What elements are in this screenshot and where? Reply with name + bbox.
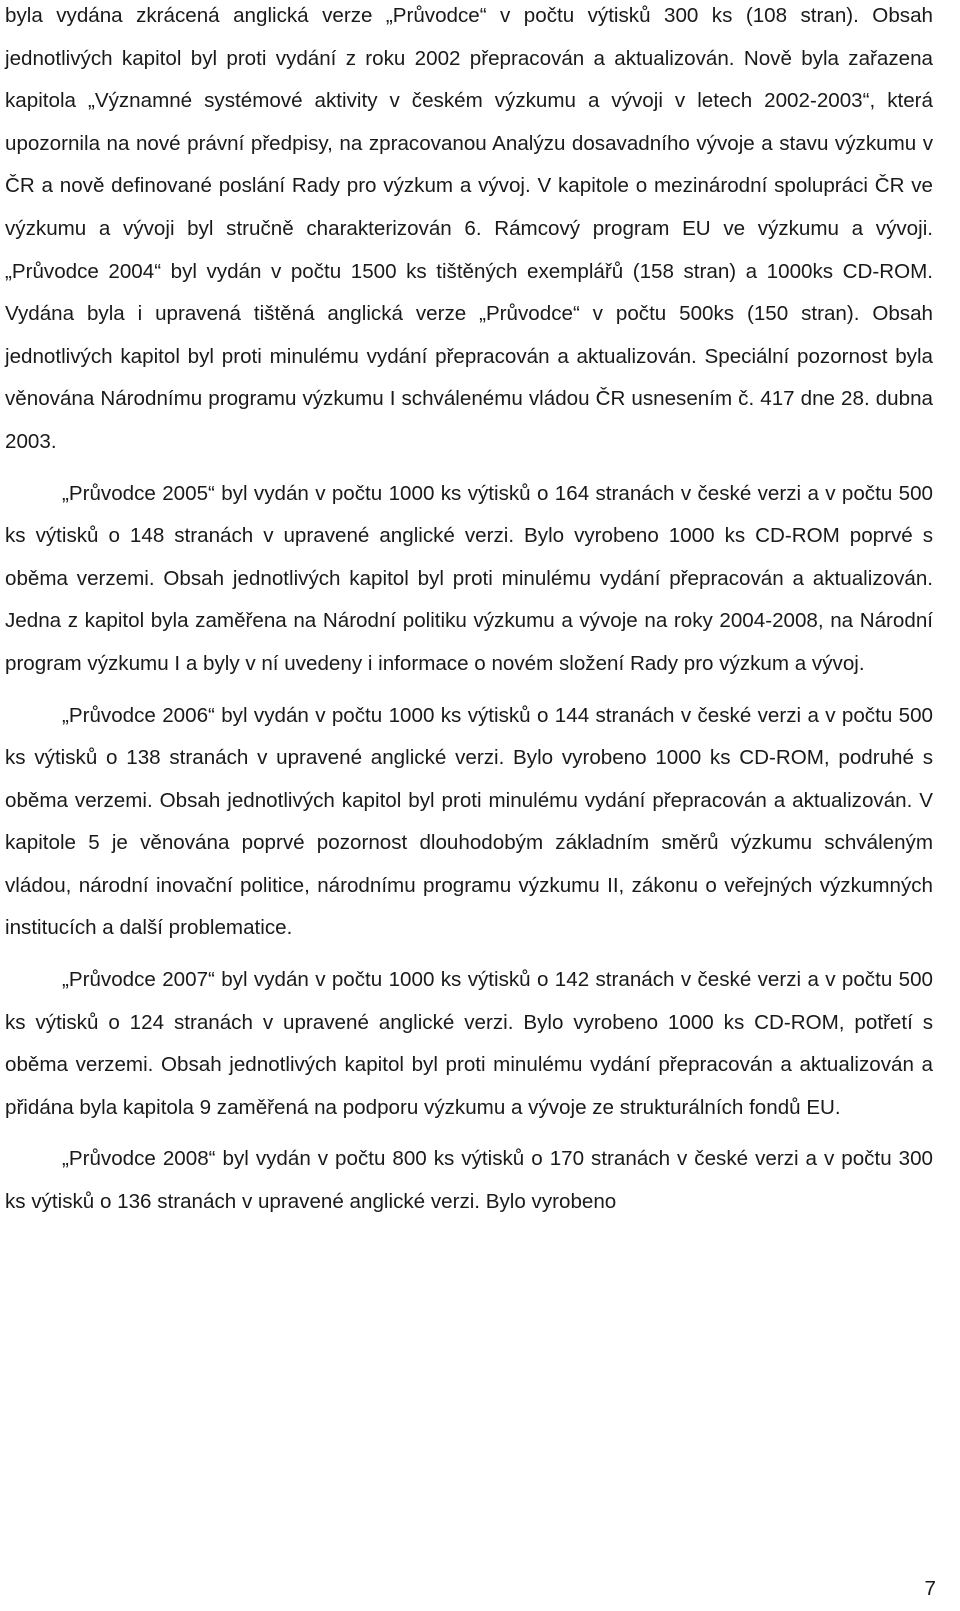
paragraph-pruvodce-2007: „Průvodce 2007“ byl vydán v počtu 1000 ks výtisků o 142 stranách v české verzi a v počtu 500 ks výtisků o 124 stranách v upravené anglické verzi. Bylo vyrobeno 1000 ks CD-ROM, potřetí s oběma verzemi. Obsah jednotlivých kapitol byl proti minulému vydání přepracován a aktualizován a přidána byla kapitola 9 zaměřená na podporu výzkumu a vývoje ze strukturálních fondů EU. [5, 968, 933, 1119]
paragraph-pruvodce-2008: „Průvodce 2008“ byl vydán v počtu 800 ks výtisků o 170 stranách v české verzi a v počtu 300 ks výtisků o 136 stranách v upravené anglické verzi. Bylo vyrobeno [5, 1147, 933, 1214]
paragraph-continuation: byla vydána zkrácená anglická verze „Průvodce“ v počtu výtisků 300 ks (108 stran). Obsah jednotlivých kapitol byl proti vydání z roku 2002 přepracován a aktualizován. Nově byla zařazena kapitola „Významné systémové aktivity v českém výzkumu a vývoji v letech 2002-2003“, která upozornila na nové právní předpisy, na zpracovanou Analýzu dosavadního vývoje a stavu výzkumu v ČR a nově definované poslání Rady pro výzkum a vývoj. V kapitole o mezinárodní spolupráci ČR ve výzkumu a vývoji byl stručně charakterizován 6. Rámcový program EU ve výzkumu a vývoji. „Průvodce 2004“ byl vydán v počtu 1500 ks tištěných exemplářů (158 stran) a 1000ks CD-ROM. Vydána byla i upravená tištěná anglická verze „Průvodce“ v počtu 500ks (150 stran). Obsah jednotlivých kapitol byl proti minulému vydání přepracován a aktualizován. Speciální pozornost byla věnována Národnímu programu výzkumu I schválenému vládou ČR usnesením č. 417 dne 28. dubna 2003. [5, 4, 933, 453]
document-page [5, 0, 933, 1224]
paragraph-pruvodce-2006: „Průvodce 2006“ byl vydán v počtu 1000 ks výtisků o 144 stranách v české verzi a v počtu 500 ks výtisků o 138 stranách v upravené anglické verzi. Bylo vyrobeno 1000 ks CD-ROM, podruhé s oběma verzemi. Obsah jednotlivých kapitol byl proti minulému vydání přepracován a aktualizován. V kapitole 5 je věnována poprvé pozornost dlouhodobým základním směrů výzkumu schváleným vládou, národní inovační politice, národnímu programu výzkumu II, zákonu o veřejných výzkumných institucích a další problematice. [5, 703, 933, 940]
page-number: 7 [924, 1577, 936, 1600]
paragraph-pruvodce-2005: „Průvodce 2005“ byl vydán v počtu 1000 ks výtisků o 164 stranách v české verzi a v počtu 500 ks výtisků o 148 stranách v upravené anglické verzi. Bylo vyrobeno 1000 ks CD-ROM poprvé s oběma verzemi. Obsah jednotlivých kapitol byl proti minulému vydání přepracován a aktualizován. Jedna z kapitol byla zaměřena na Národní politiku výzkumu a vývoje na roky 2004-2008, na Národní program výzkumu I a byly v ní uvedeny i informace o novém složení Rady pro výzkum a vývoj. [5, 481, 933, 675]
